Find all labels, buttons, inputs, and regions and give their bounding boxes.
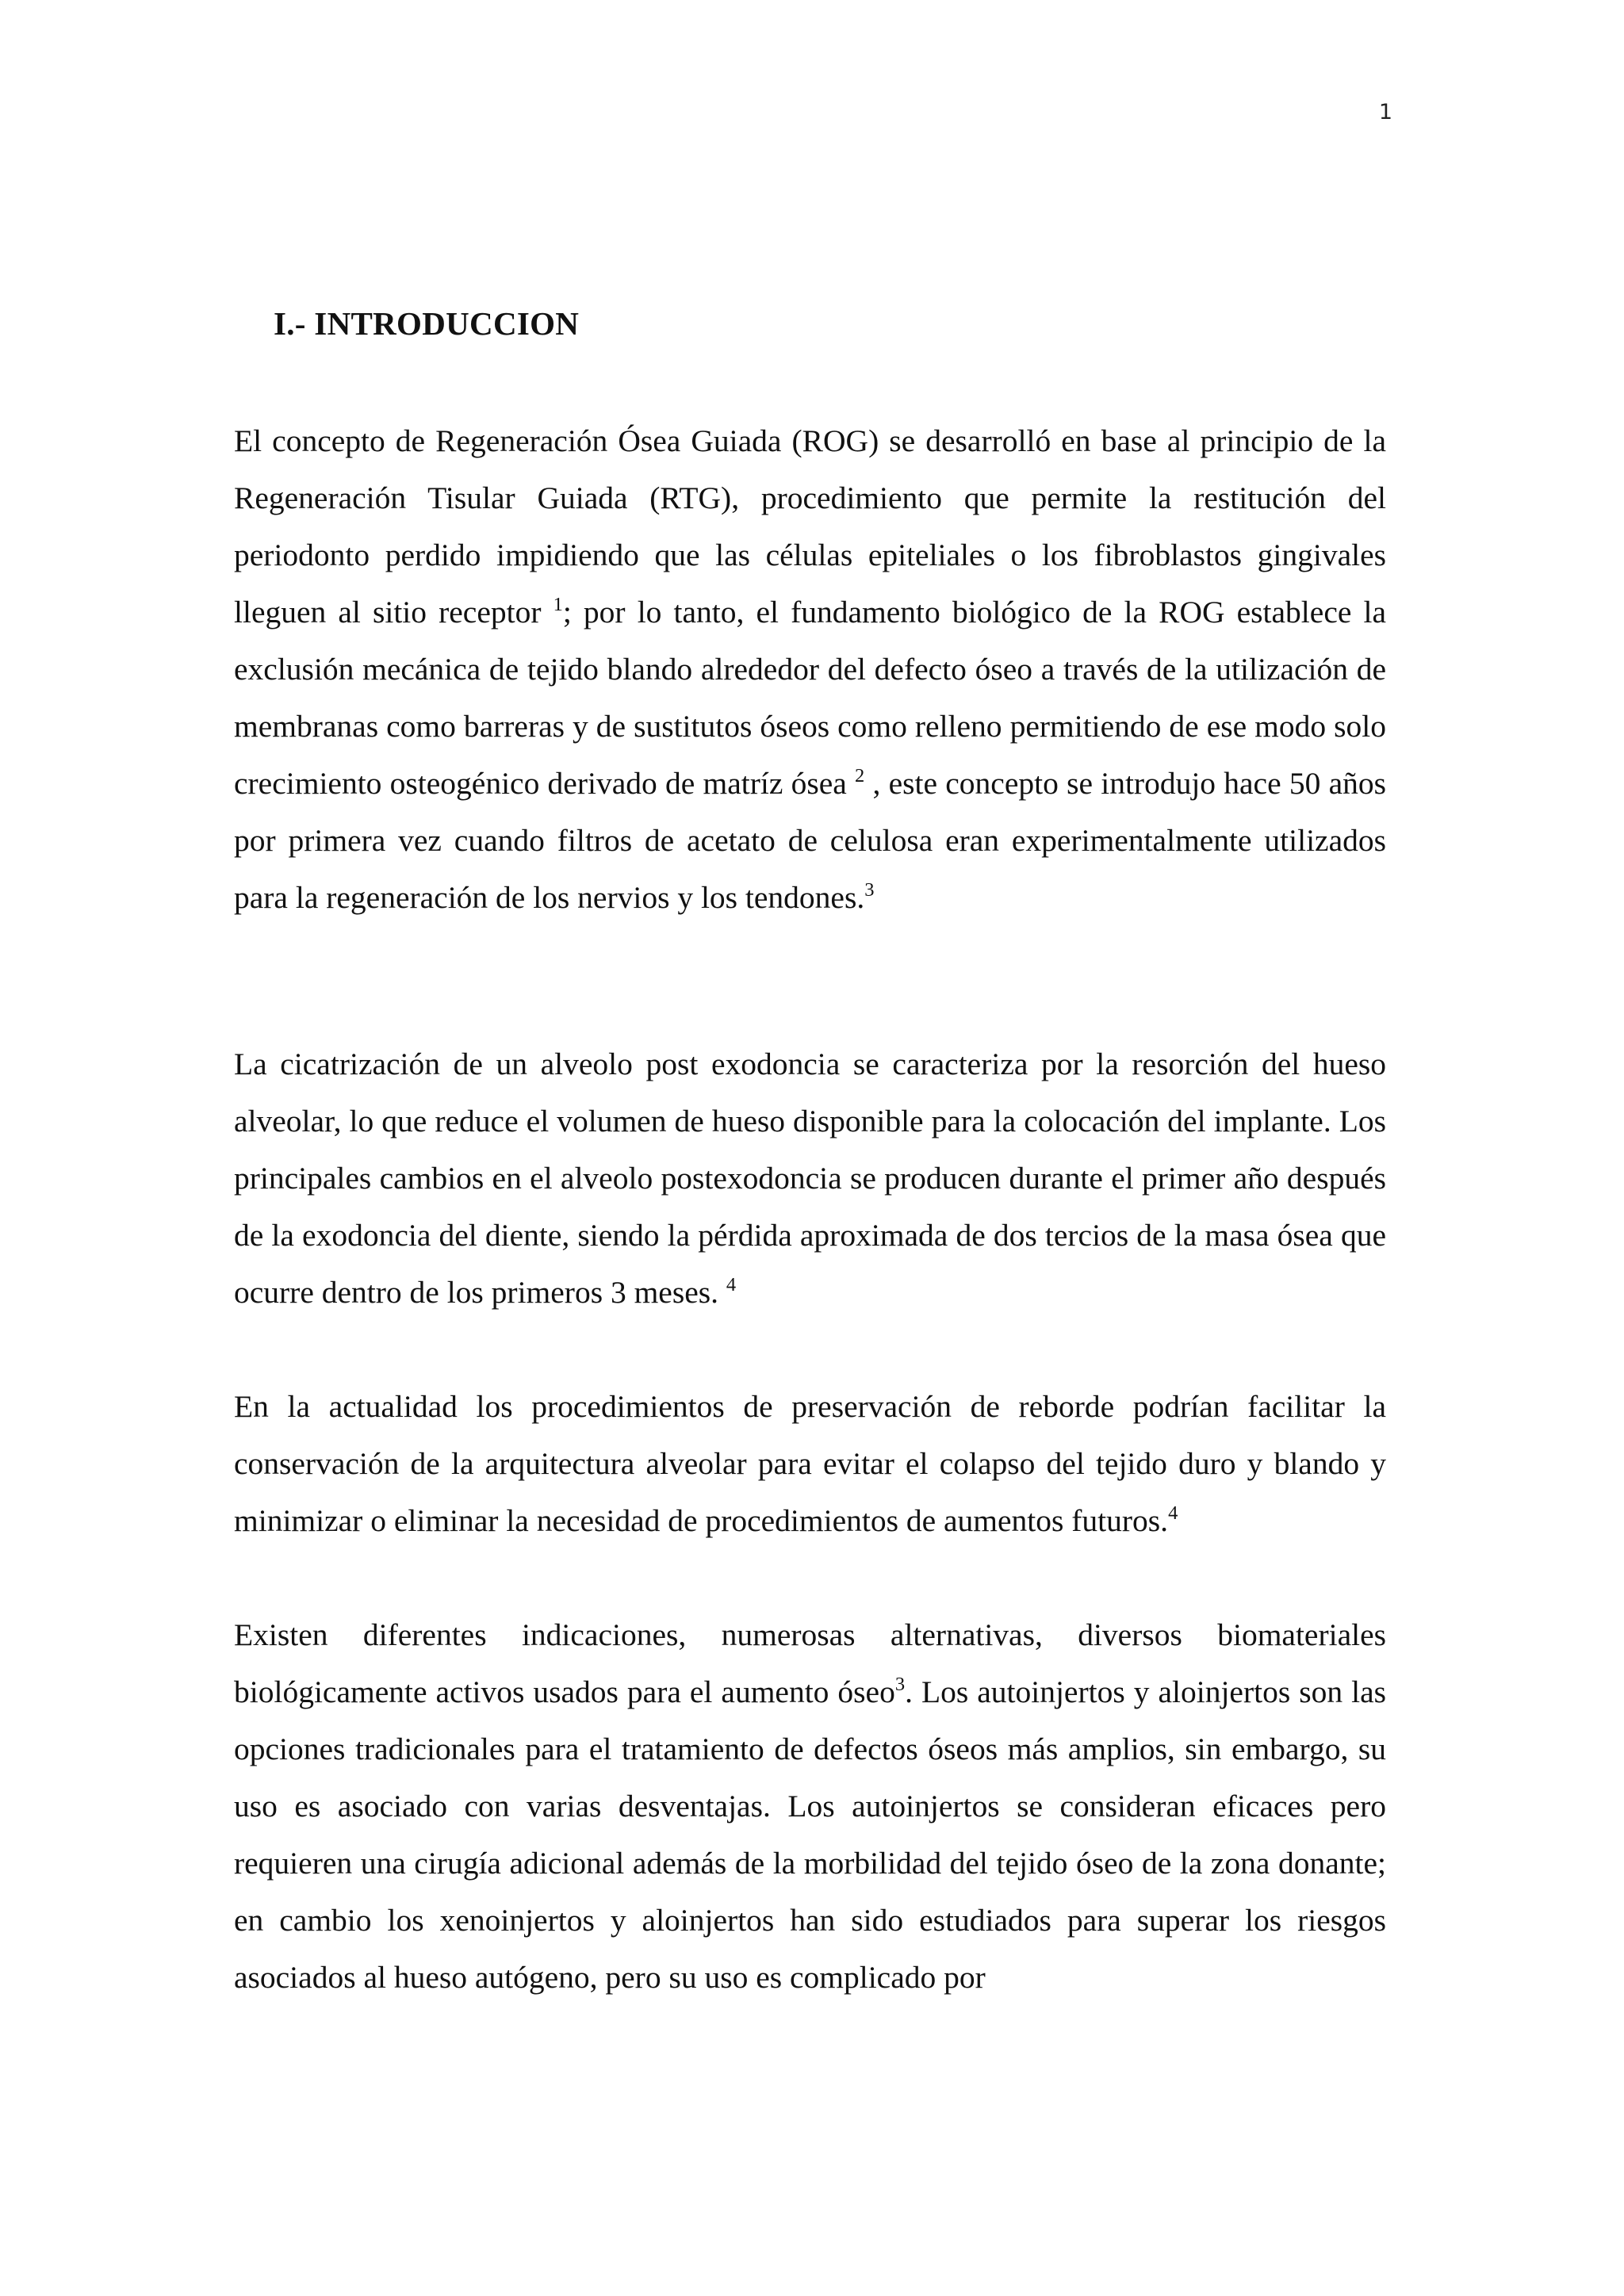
paragraph-text: El concepto de Regeneración Ósea Guiada (ROG) se desarrolló en base al principio de la Regeneración Tisular Guiada (RTG), procedimiento que permite la restitución del periodonto perdido impidiendo que las células epiteliales o los fibroblastos gingivales lleguen al sitio receptor (234, 423, 1386, 629)
paragraph-ridge-preservation (234, 1378, 1386, 1549)
citation-ref: 4 (1168, 1502, 1178, 1524)
citation-ref: 2 (855, 764, 865, 786)
citation-ref: 4 (726, 1273, 737, 1295)
paragraph-biomaterials (234, 1606, 1386, 2006)
paragraph-text: ; por lo tanto, el fundamento biológico de la ROG establece la exclusión mecánica de tejido blando alrededor del defecto óseo a través de la utilización de membranas como barreras y de sustitutos óseos como relleno permitiendo de ese modo solo crecimiento osteogénico derivado de matríz ósea (234, 595, 1386, 801)
paragraph-rog-concept (234, 412, 1386, 926)
section-heading: I.- INTRODUCCION (274, 305, 580, 342)
citation-ref: 3 (864, 878, 875, 901)
page-number: 1 (1378, 100, 1392, 124)
paragraph-text: . Los autoinjertos y aloinjertos son las opciones tradicionales para el tratamiento de defectos óseos más amplios, sin embargo, su uso es asociado con varias desventajas. Los autoinjertos se consideran eficaces pero requieren una cirugía adicional además de la morbilidad del tejido óseo de la zona donante; en cambio los xenoinjertos y aloinjertos han sido estudiados para superar los riesgos asociados al hueso autógeno, pero su uso es complicado por (234, 1674, 1386, 1995)
paragraph-text: La cicatrización de un alveolo post exodoncia se caracteriza por la resorción del hueso alveolar, lo que reduce el volumen de hueso disponible para la colocación del implante. Los principales cambios en el alveolo postexodoncia se producen durante el primer año después de la exodoncia del diente, siendo la pérdida aproximada de dos tercios de la masa ósea que ocurre dentro de los primeros 3 meses. (234, 1047, 1386, 1310)
citation-ref: 1 (553, 593, 563, 615)
paragraph-text: Existen diferentes indicaciones, numerosas alternativas, diversos biomateriales biológicamente activos usados para el aumento óseo (234, 1617, 1386, 1709)
citation-ref: 3 (894, 1673, 906, 1695)
paragraph-text: En la actualidad los procedimientos de preservación de reborde podrían facilitar la conservación de la arquitectura alveolar para evitar el colapso del tejido duro y blando y minimizar o eliminar la necesidad de procedimientos de aumentos futuros. (234, 1389, 1386, 1538)
paragraph-text: , este concepto se introdujo hace 50 años por primera vez cuando filtros de acetato de celulosa eran experimentalmente utilizados para la regeneración de los nervios y los tendones. (234, 766, 1386, 915)
paragraph-alveolar-healing (234, 1035, 1386, 1321)
